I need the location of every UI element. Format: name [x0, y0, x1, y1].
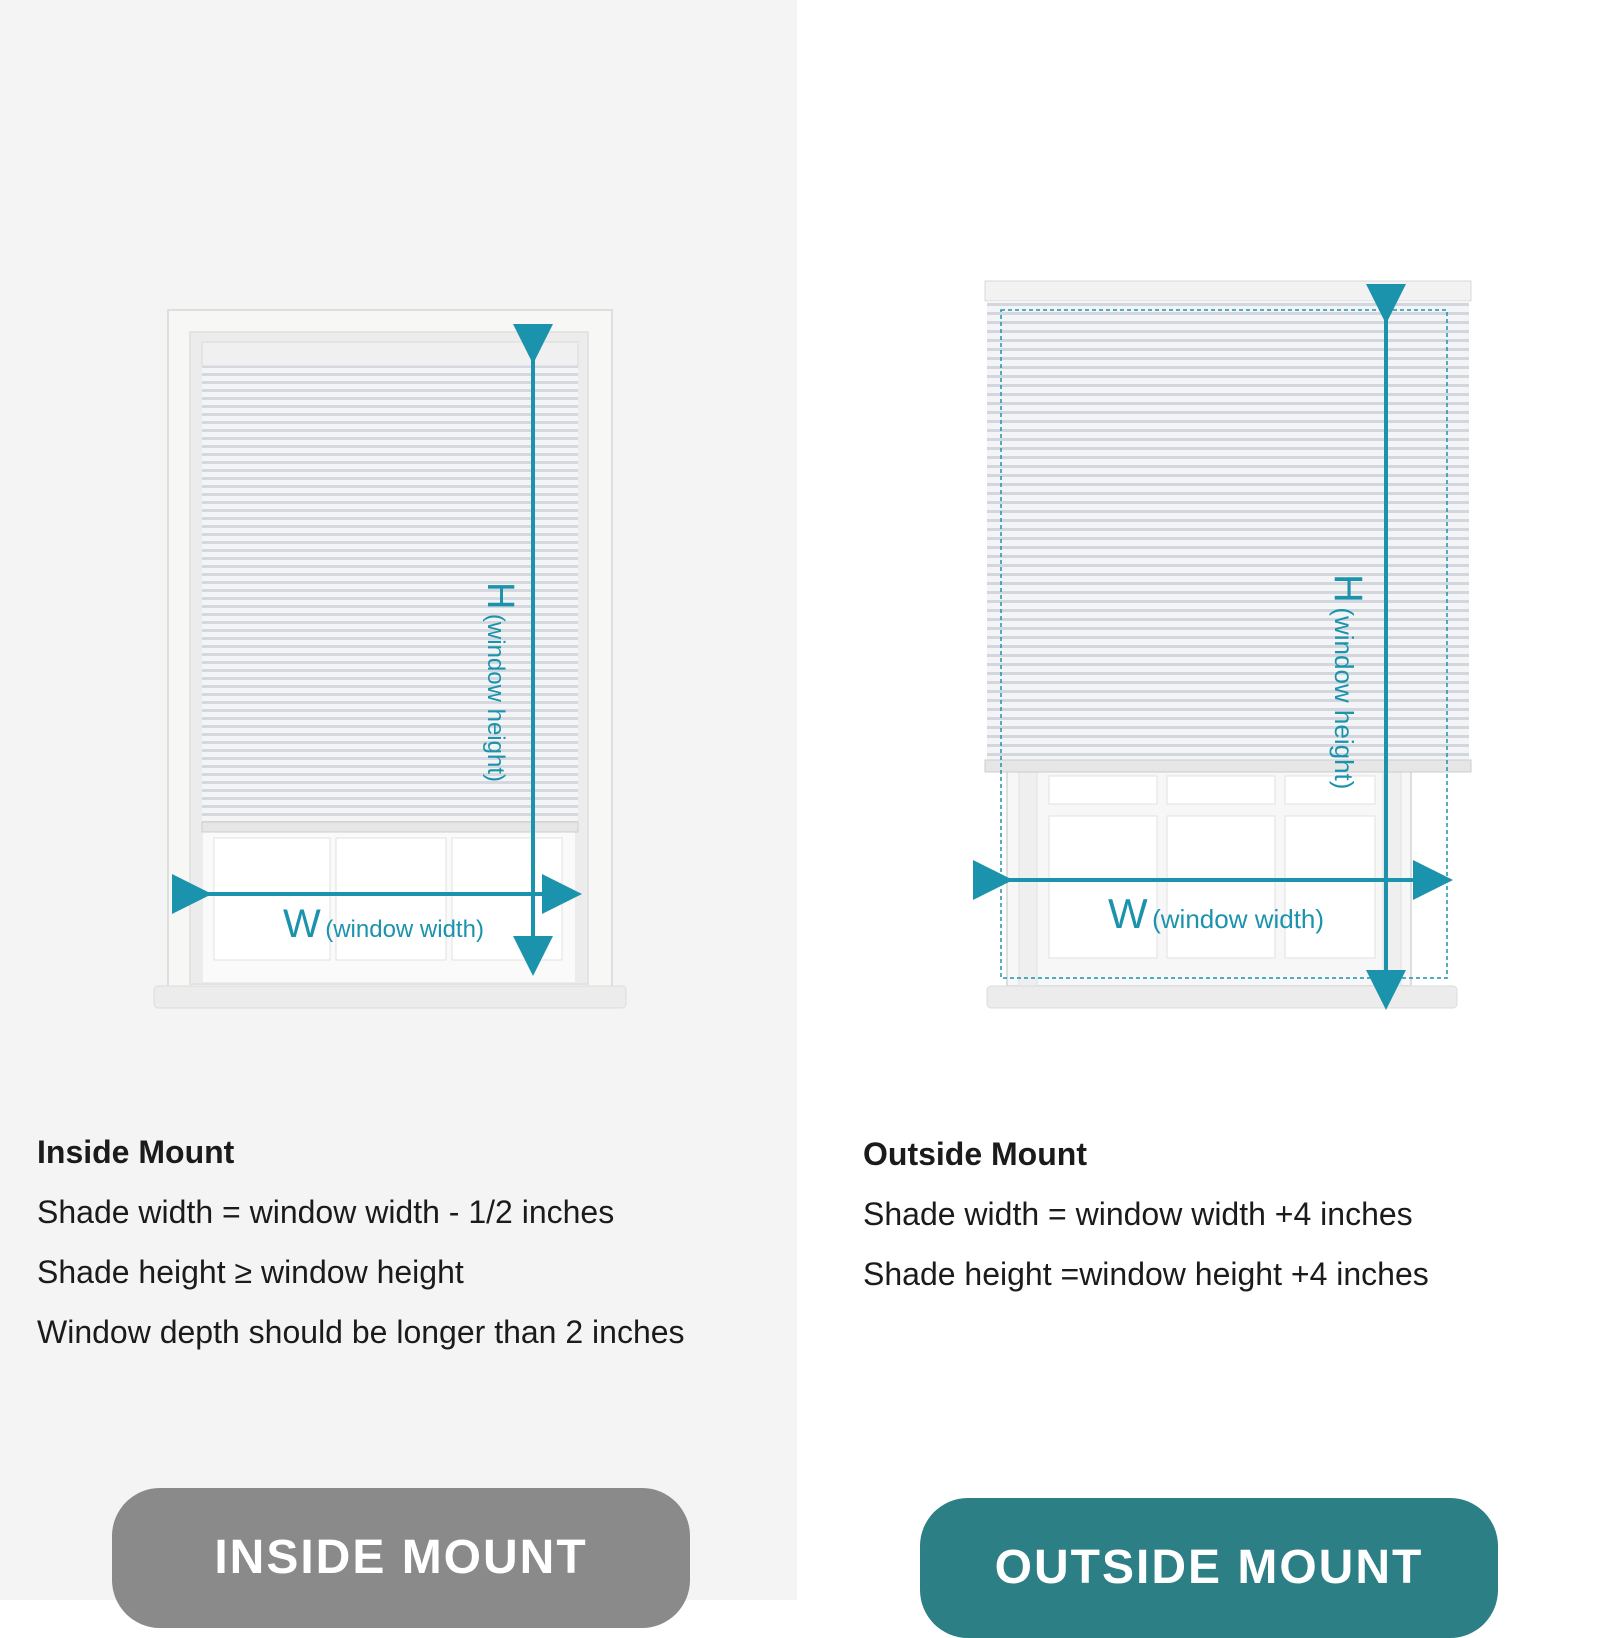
- outside-mount-button[interactable]: OUTSIDE MOUNT: [920, 1498, 1498, 1638]
- height-caption: (window height): [482, 613, 509, 782]
- spec-line: Shade width = window width +4 inches: [863, 1196, 1413, 1232]
- inside-mount-button[interactable]: INSIDE MOUNT: [112, 1488, 690, 1628]
- spec-line: Shade width = window width - 1/2 inches: [37, 1194, 615, 1230]
- cellular-shade: [985, 281, 1471, 772]
- spec-title: Outside Mount: [863, 1136, 1087, 1172]
- spec-line: Shade height ≥ window height: [37, 1254, 464, 1290]
- inside-mount-spec: [37, 1134, 685, 1374]
- height-letter: H: [479, 582, 521, 610]
- window-sill: [154, 986, 626, 1008]
- width-caption: (window width): [325, 916, 484, 943]
- width-letter: W: [1108, 890, 1148, 937]
- width-letter: W: [283, 902, 321, 946]
- inside-mount-diagram: [0, 0, 797, 1060]
- outside-mount-panel: [797, 0, 1600, 1600]
- spec-line: Shade height =window height +4 inches: [863, 1256, 1429, 1292]
- outside-mount-spec: [863, 1136, 1429, 1316]
- height-caption: (window height): [1329, 607, 1359, 790]
- width-caption: (window width): [1152, 904, 1325, 934]
- spec-line: Window depth should be longer than 2 inches: [37, 1314, 685, 1350]
- outside-mount-diagram: [797, 0, 1600, 1060]
- spec-title: Inside Mount: [37, 1134, 235, 1170]
- inside-mount-panel: [0, 0, 797, 1600]
- height-letter: H: [1326, 574, 1370, 603]
